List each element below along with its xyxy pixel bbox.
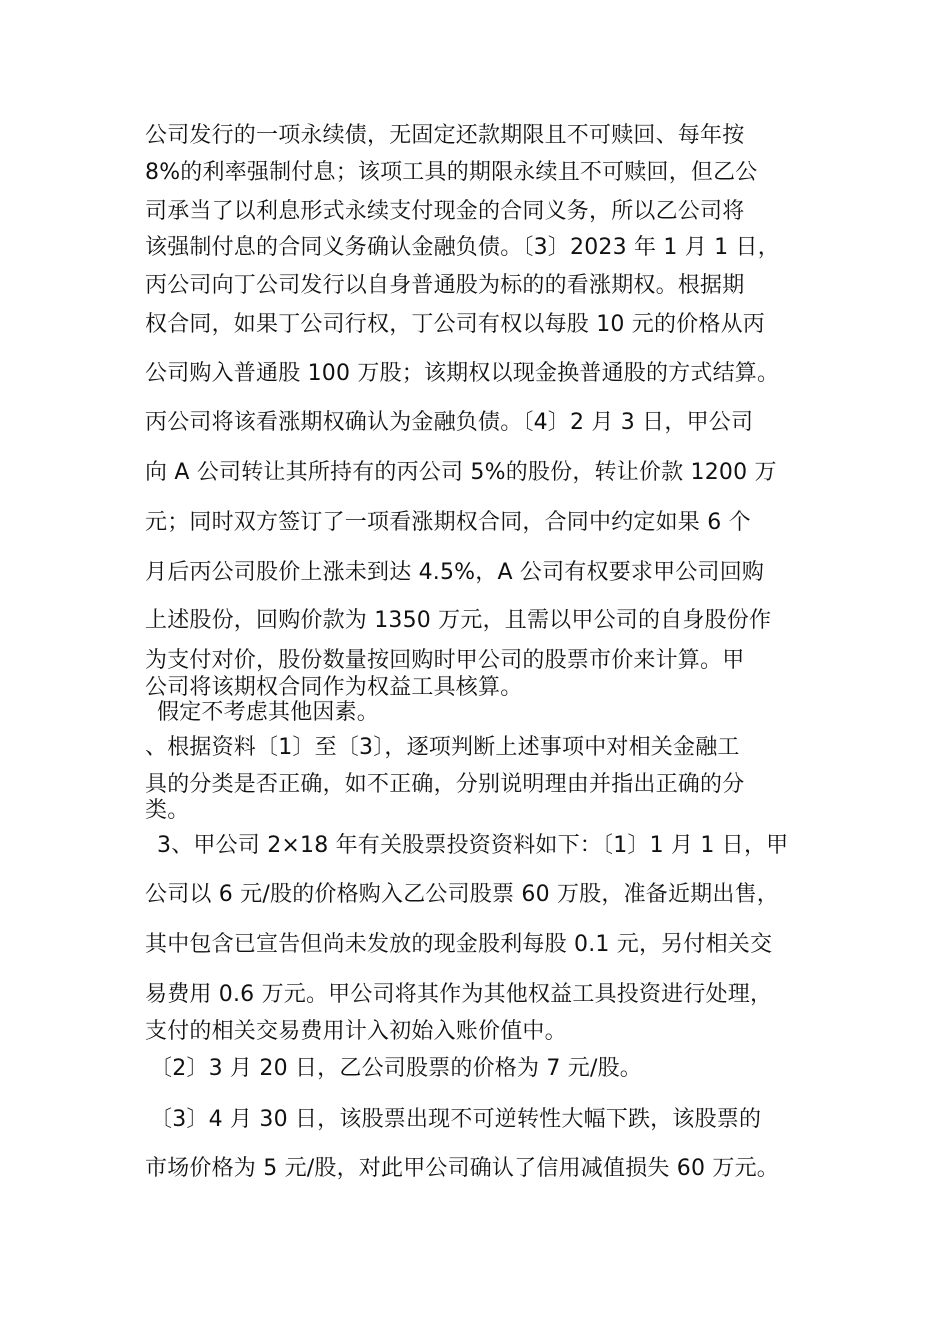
text-line: 市场价格为 5 元/股，对此甲公司确认了信用减值损失 60 万元。	[145, 1156, 779, 1181]
text-line: 具的分类是否正确，如不正确，分别说明理由并指出正确的分	[145, 772, 745, 797]
text-line: 月后丙公司股价上涨未到达 4.5%，A 公司有权要求甲公司回购	[145, 560, 765, 585]
text-line: 上述股份，回购价款为 1350 万元，且需以甲公司的自身股份作	[145, 608, 772, 633]
text-line: 为支付对价，股份数量按回购时甲公司的股票市价来计算。甲	[145, 648, 745, 673]
text-line: 3、甲公司 2×18 年有关股票投资资料如下：〔1〕1 月 1 日，甲	[157, 833, 789, 858]
text-line: 元；同时双方签订了一项看涨期权合同，合同中约定如果 6 个	[145, 510, 751, 535]
text-line: 丙公司向丁公司发行以自身普通股为标的的看涨期权。根据期	[145, 273, 745, 298]
text-line: 向 A 公司转让其所持有的丙公司 5%的股份，转让价款 1200 万	[145, 460, 777, 485]
text-line: 〔2〕3 月 20 日，乙公司股票的价格为 7 元/股。	[150, 1056, 642, 1081]
text-line: 公司购入普通股 100 万股；该期权以现金换普通股的方式结算。	[145, 361, 780, 386]
text-line: 丙公司将该看涨期权确认为金融负债。〔4〕2 月 3 日，甲公司	[145, 410, 754, 435]
text-line: 〔3〕4 月 30 日，该股票出现不可逆转性大幅下跌，该股票的	[150, 1107, 762, 1132]
text-line: 该强制付息的合同义务确认金融负债。〔3〕2023 年 1 月 1 日，	[145, 235, 780, 260]
text-line: 支付的相关交易费用计入初始入账价值中。	[145, 1019, 567, 1044]
text-line: 假定不考虑其他因素。	[157, 700, 380, 725]
text-line: 8%的利率强制付息；该项工具的期限永续且不可赎回，但乙公	[145, 160, 758, 185]
text-line: 公司将该期权合同作为权益工具核算。	[145, 675, 523, 700]
text-line: 公司发行的一项永续债，无固定还款期限且不可赎回、每年按	[145, 123, 745, 148]
text-line: 、根据资料〔1〕至〔3〕，逐项判断上述事项中对相关金融工	[145, 735, 740, 760]
text-line: 类。	[145, 798, 190, 823]
text-line: 易费用 0.6 万元。甲公司将其作为其他权益工具投资进行处理，	[145, 982, 773, 1007]
text-line: 权合同，如果丁公司行权，丁公司有权以每股 10 元的价格从丙	[145, 312, 765, 337]
text-line: 其中包含已宣告但尚未发放的现金股利每股 0.1 元，另付相关交	[145, 932, 773, 957]
text-line: 司承当了以利息形式永续支付现金的合同义务，所以乙公司将	[145, 199, 745, 224]
text-line: 公司以 6 元/股的价格购入乙公司股票 60 万股，准备近期出售，	[145, 882, 779, 907]
